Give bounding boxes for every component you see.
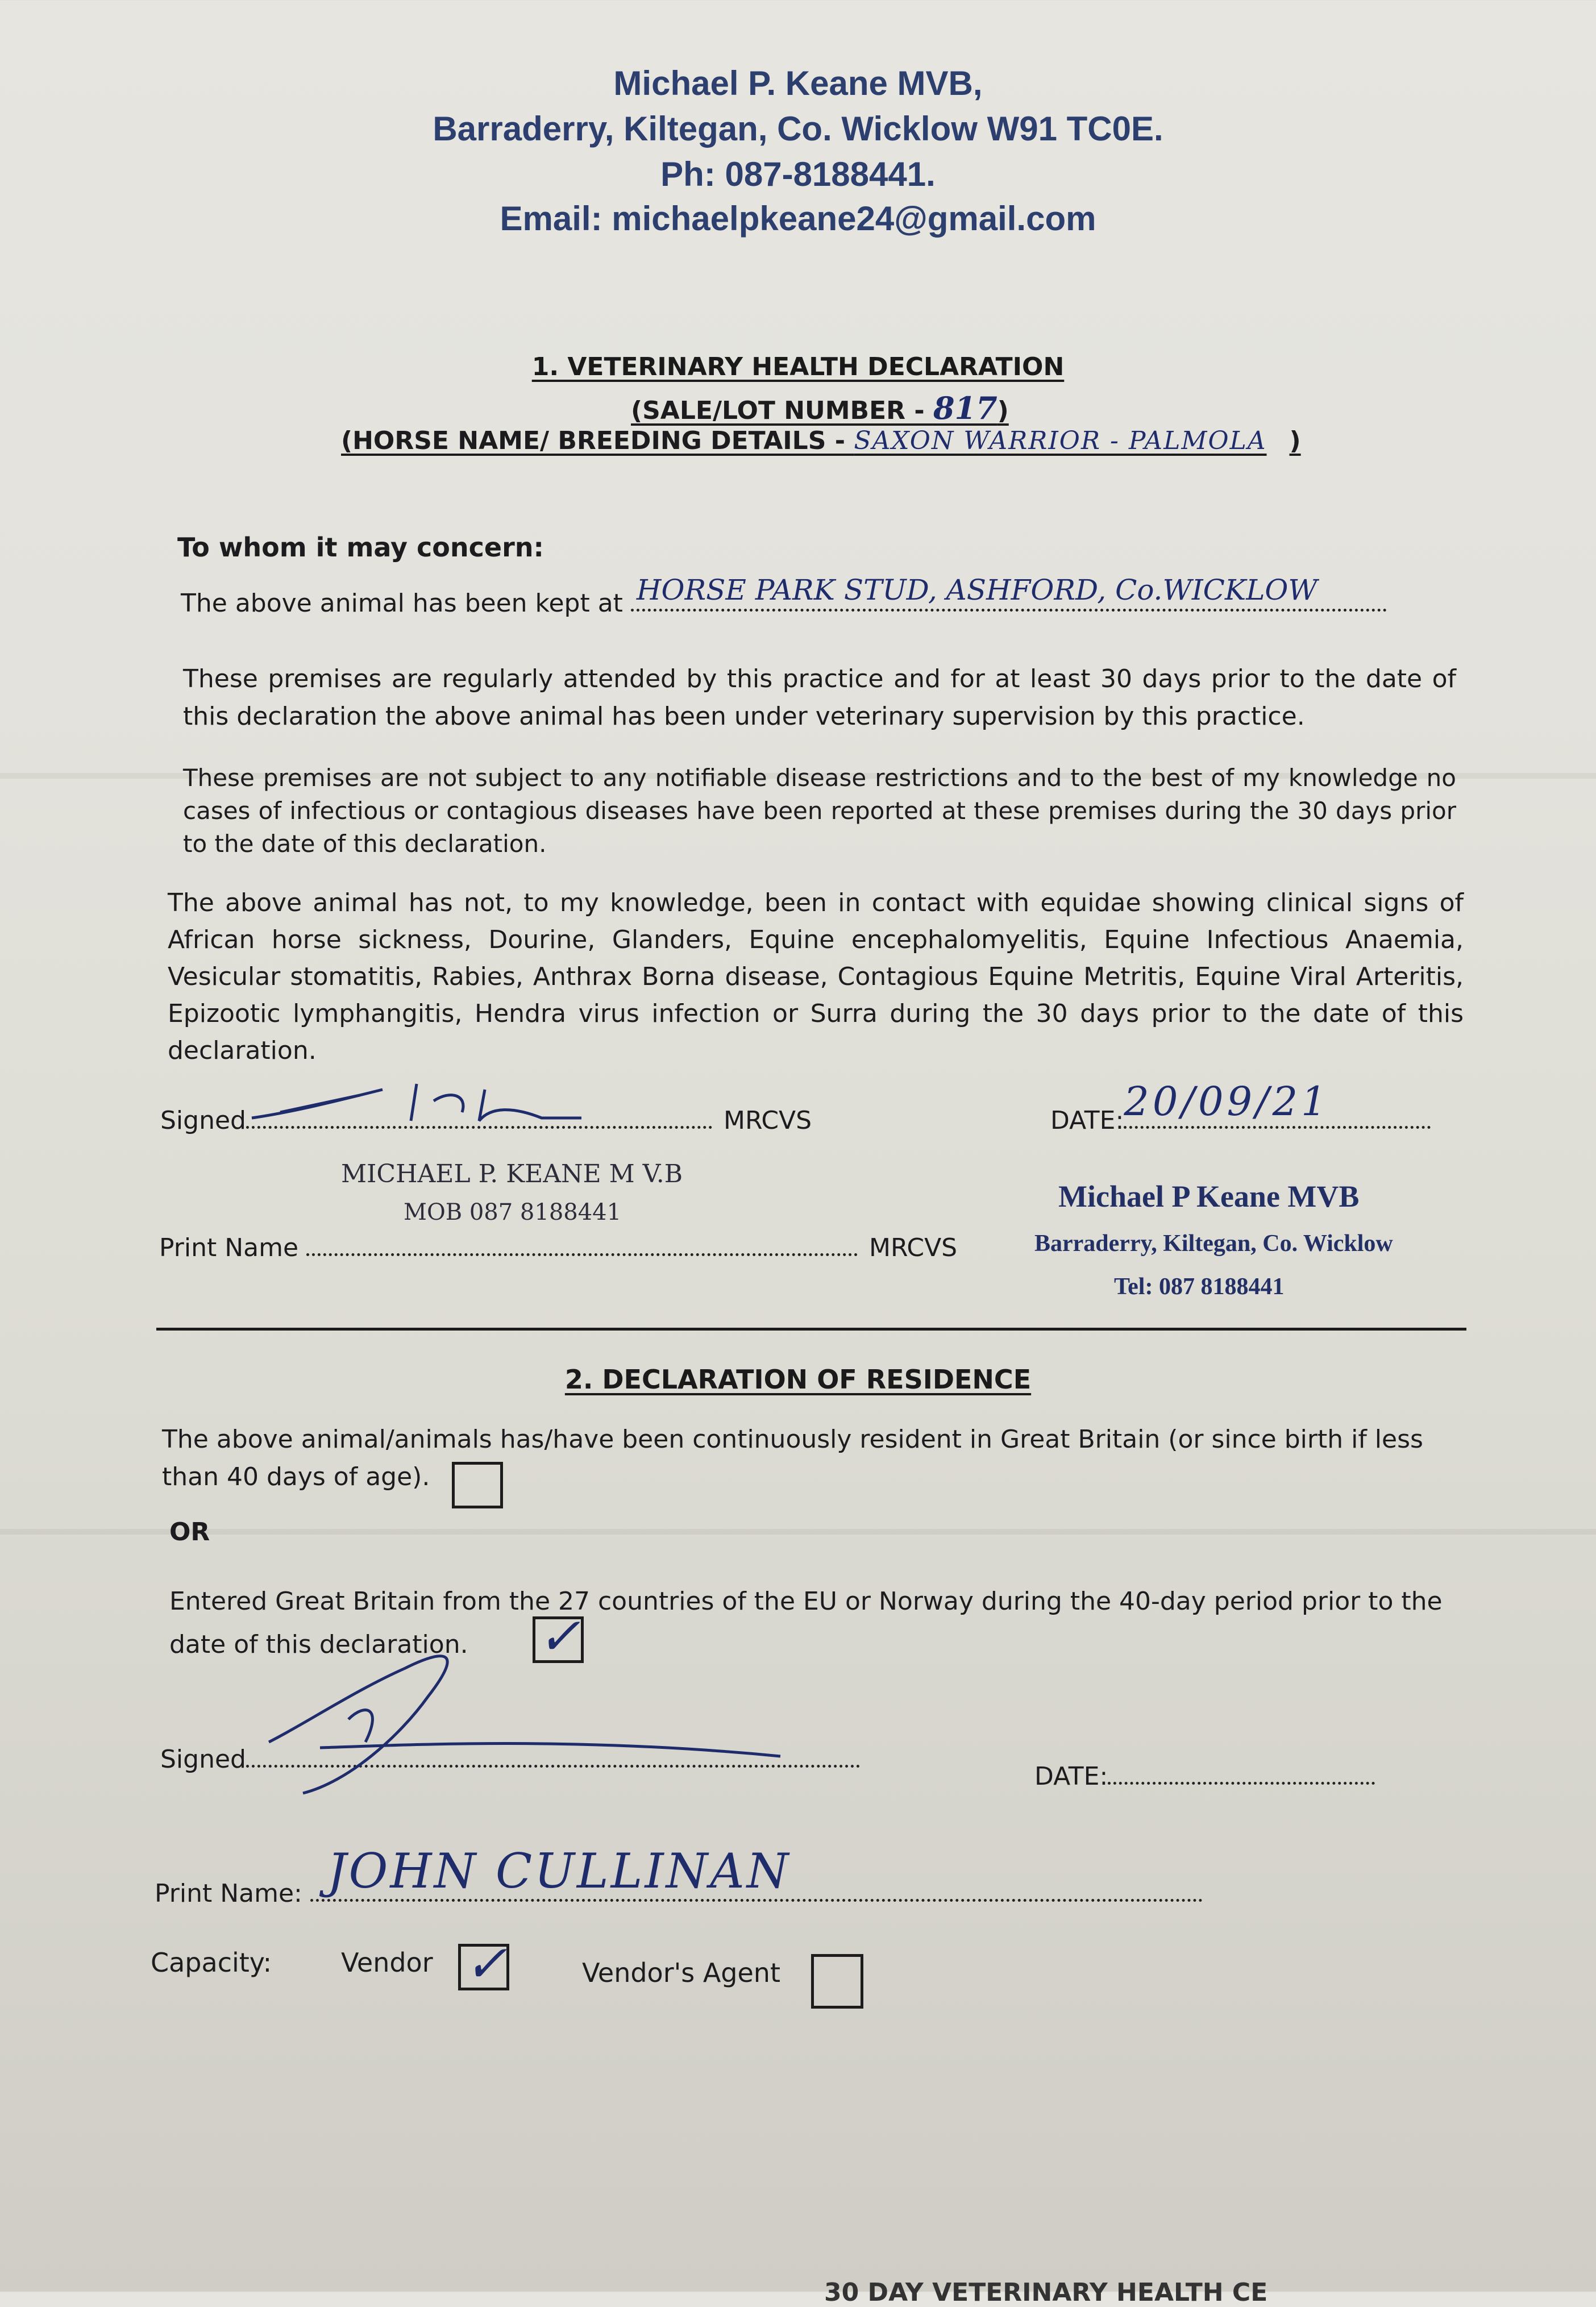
section-divider [156, 1328, 1466, 1331]
para-no-contact: The above animal has not, to my knowledge, been in contact with equidae showing clinical signs of African horse sickness, Dourine, Glanders, Equine encephalomyelitis, Equine Infectious Anaemia, Vesicular stomatitis, Rabies, Anthrax Borna disease, Contagious Equine Metritis, Equine Viral Arteritis, Epizootic lymphangitis, Hendra virus infection or Surra during the 30 days prior to the date of this declaration. [168, 888, 1464, 1065]
sale-lot-label: (SALE/LOT NUMBER - [631, 396, 933, 425]
vendor-signature [235, 1634, 803, 1805]
letterhead-email: Email: michaelpkeane24@gmail.com [500, 199, 1096, 238]
kept-at-line [181, 573, 1387, 618]
horse-value[interactable]: SAXON WARRIOR - PALMOLA [854, 426, 1267, 455]
vendor-print-name-label: Print Name: [155, 1879, 302, 1908]
sale-lot-close: ) [997, 396, 1009, 425]
capacity-label: Capacity: [151, 1947, 272, 1978]
vendor-print-name-value: JOHN CULLINAN [327, 1843, 791, 1899]
sale-lot-value[interactable]: 817 [933, 390, 998, 426]
vendor-signature-field[interactable] [246, 1748, 860, 1768]
vet-date-field[interactable] [1124, 1078, 1431, 1129]
vendor-date-field[interactable] [1108, 1765, 1375, 1785]
sale-lot-line [631, 390, 1009, 426]
letterhead-name: Michael P. Keane MVB, [613, 64, 983, 102]
vendor-date-label: DATE: [1034, 1762, 1108, 1791]
kept-at-label: The above animal has been kept at [181, 589, 623, 618]
residence-option1: The above animal/animals has/have been continuously resident in Great Britain (or since birth if less than 40 days of age). [162, 1425, 1423, 1491]
vendor-print-name-line [155, 1843, 1203, 1908]
vet-stamp2-name: Michael P Keane MVB [1058, 1179, 1360, 1213]
agent-checkbox[interactable] [811, 1954, 863, 2009]
vet-signature [246, 1078, 587, 1129]
vet-date-line [1050, 1078, 1431, 1135]
letterhead-phone: Ph: 087-8188441. [660, 155, 936, 193]
section2-title: 2. DECLARATION OF RESIDENCE [564, 1364, 1032, 1395]
vendor-signed-label: Signed [160, 1745, 246, 1774]
vet-stamp2-address: Barraderry, Kiltegan, Co. Wicklow [1034, 1231, 1393, 1257]
vet-print-name-field[interactable] [306, 1236, 858, 1256]
vet-stamp2-tel: Tel: 087 8188441 [1114, 1274, 1285, 1300]
vet-stamp-name: MICHAEL P. KEANE M V.B [341, 1159, 683, 1188]
residence-option2: Entered Great Britain from the 27 countries of the EU or Norway during the 40-day period prior to the date of this declaration. [169, 1587, 1443, 1659]
kept-at-value: HORSE PARK STUD, ASHFORD, Co.WICKLOW [636, 573, 1317, 606]
letterhead-address: Barraderry, Kiltegan, Co. Wicklow W91 TC0E. [433, 110, 1163, 148]
para-supervision: These premises are regularly attended by this practice and for at least 30 days prior to the date of this declaration the above animal has been under veterinary supervision by this practice. [183, 664, 1456, 731]
vendor-label: Vendor [341, 1947, 433, 1978]
horse-label: (HORSE NAME/ BREEDING DETAILS - [341, 426, 854, 455]
section1-title: 1. VETERINARY HEALTH DECLARATION [531, 352, 1065, 381]
vendor-signed-line [160, 1745, 860, 1774]
kept-at-field[interactable] [631, 573, 1387, 612]
horse-line [341, 426, 1301, 455]
horse-close: ) [1289, 426, 1301, 455]
vet-mrcvs-1: MRCVS [723, 1106, 812, 1135]
vet-signed-label: Signed [160, 1106, 246, 1135]
vendor-print-name-field[interactable] [310, 1843, 1203, 1902]
para-no-restrictions: These premises are not subject to any notifiable disease restrictions and to the best of my knowledge no cases of infectious or contagious diseases have been reported at these premises during the 30 days prior to the date of this declaration. [183, 764, 1456, 858]
vet-stamp-mob: MOB 087 8188441 [404, 1199, 622, 1225]
vet-date-value: 20/09/21 [1124, 1078, 1330, 1125]
vet-print-name-line [159, 1233, 957, 1262]
residence-option2-check: ✓ [538, 1607, 581, 1666]
vet-date-label: DATE: [1050, 1106, 1124, 1135]
vet-signed-line [160, 1106, 812, 1135]
vendor-date-line [1034, 1762, 1375, 1791]
vendor-check: ✓ [464, 1934, 508, 1994]
residence-option1-checkbox[interactable] [452, 1462, 503, 1508]
vet-print-name-label: Print Name [159, 1233, 299, 1262]
vendor-checkbox[interactable] [458, 1934, 509, 1994]
salutation: To whom it may concern: [177, 532, 544, 563]
vet-mrcvs-2: MRCVS [869, 1233, 958, 1262]
next-page-hint: 30 DAY VETERINARY HEALTH CE [824, 2278, 1268, 2307]
or-label: OR [169, 1518, 210, 1547]
vet-signature-field[interactable] [246, 1109, 712, 1129]
agent-label: Vendor's Agent [582, 1957, 780, 1988]
